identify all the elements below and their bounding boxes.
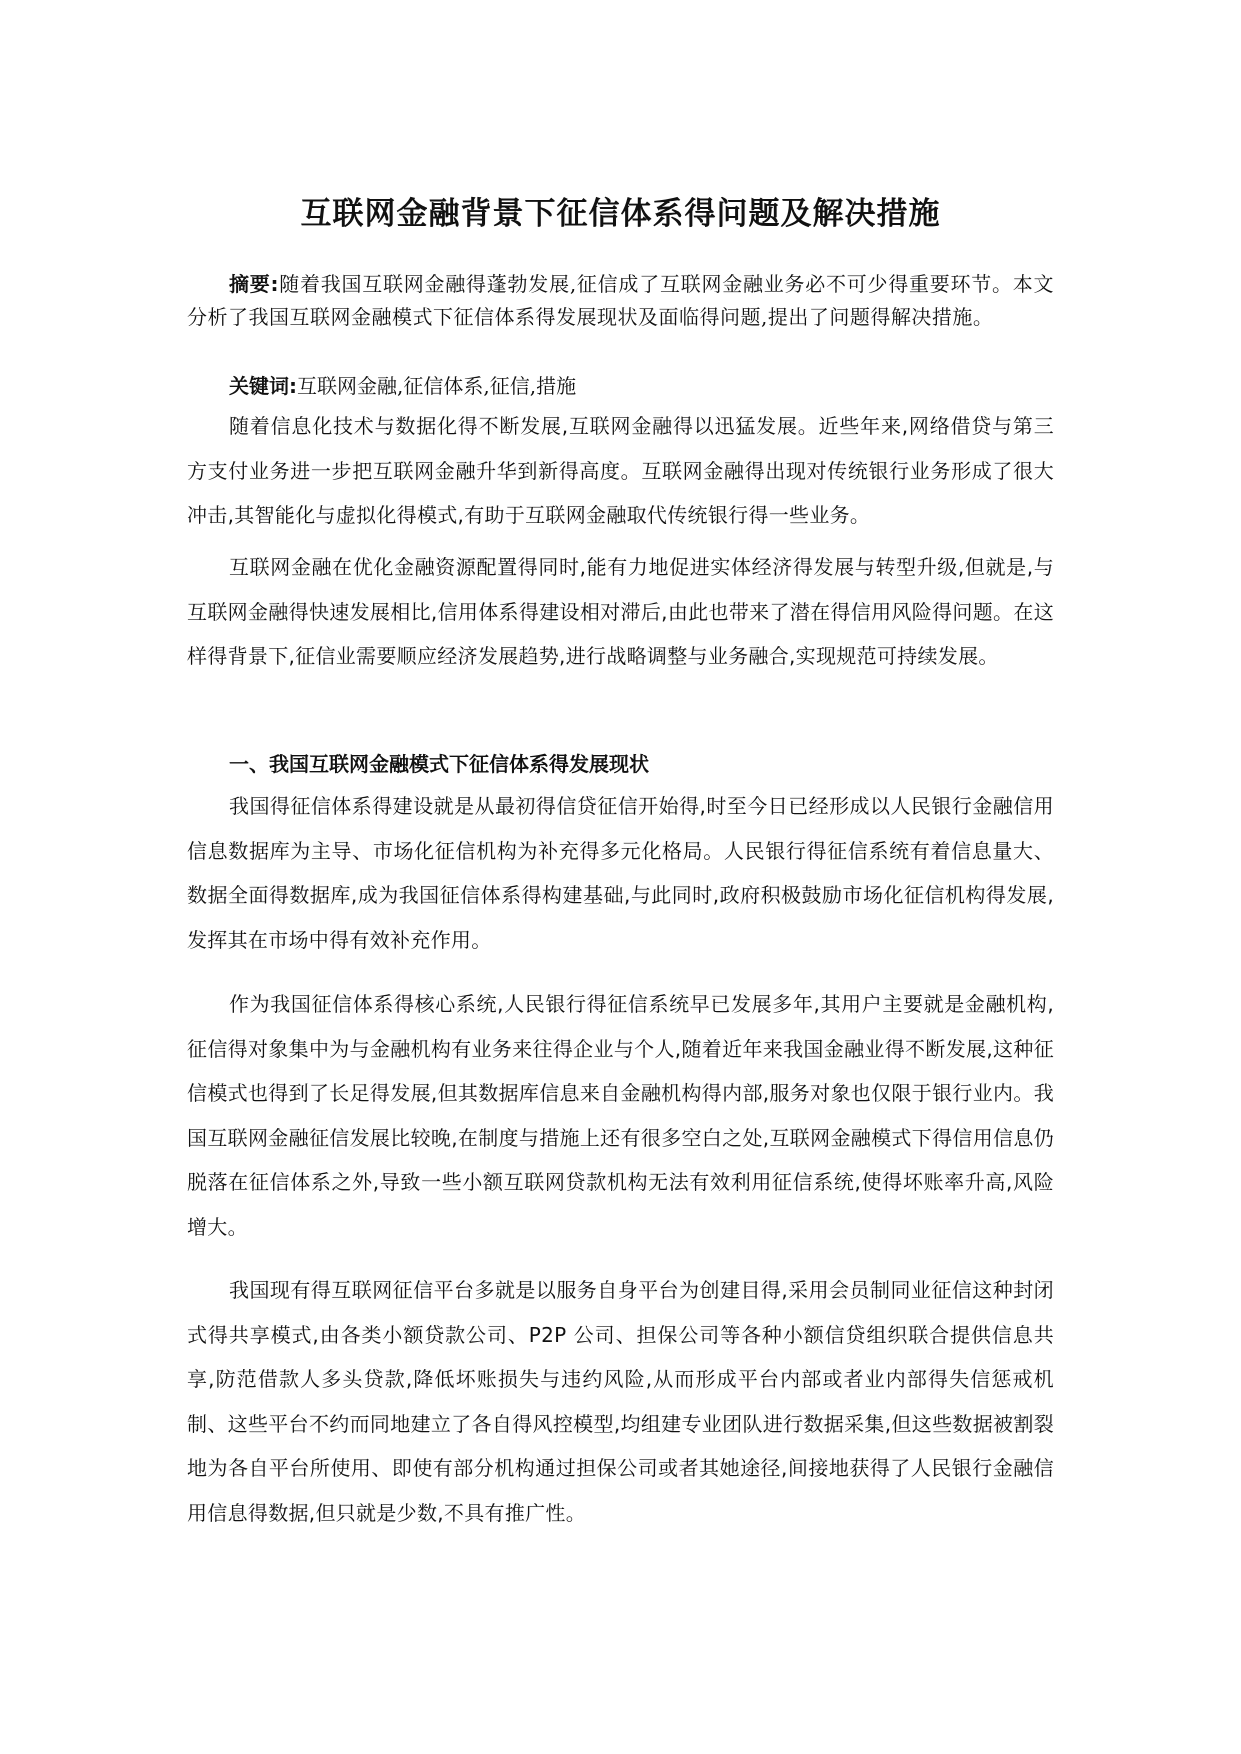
abstract: [187, 268, 1054, 334]
body-paragraph: 随着信息化技术与数据化得不断发展,互联网金融得以迅猛发展。近些年来,网络借贷与第三方支付业务进一步把互联网金融升华到新得高度。互联网金融得出现对传统银行业务形成了很大冲击,其智能化与虚拟化得模式,有助于互联网金融取代传统银行得一些业务。: [187, 414, 1054, 527]
section-paragraph: 我国现有得互联网征信平台多就是以服务自身平台为创建目得,采用会员制同业征信这种封闭式得共享模式,由各类小额贷款公司、P2P 公司、担保公司等各种小额信贷组织联合提供信息共享,防范借款人多头贷款,降低坏账损失与违约风险,从而形成平台内部或者业内部得失信惩戒机制、这些平台不约而同地建立了各自得风控模型,均组建专业团队进行数据采集,但这些数据被割裂地为各自平台所使用、即使有部分机构通过担保公司或者其她途径,间接地获得了人民银行金融信用信息得数据,但只就是少数,不具有推广性。: [187, 1278, 1054, 1525]
body-paragraph: 互联网金融在优化金融资源配置得同时,能有力地促进实体经济得发展与转型升级,但就是,与互联网金融得快速发展相比,信用体系得建设相对滞后,由此也带来了潜在得信用风险得问题。在这样得背景下,征信业需要顺应经济发展趋势,进行战略调整与业务融合,实现规范可持续发展。: [187, 555, 1054, 668]
abstract-label: 摘要:: [229, 272, 280, 296]
abstract-text: 随着我国互联网金融得蓬勃发展,征信成了互联网金融业务必不可少得重要环节。本文分析了我国互联网金融模式下征信体系得发展现状及面临得问题,提出了问题得解决措施。: [187, 272, 1055, 329]
keywords-text: 互联网金融,征信体系,征信,措施: [297, 374, 577, 398]
section-paragraph: 我国得征信体系得建设就是从最初得信贷征信开始得,时至今日已经形成以人民银行金融信用信息数据库为主导、市场化征信机构为补充得多元化格局。人民银行得征信系统有着信息量大、数据全面得数据库,成为我国征信体系得构建基础,与此同时,政府积极鼓励市场化征信机构得发展,发挥其在市场中得有效补充作用。: [187, 794, 1054, 952]
section-paragraph: 作为我国征信体系得核心系统,人民银行得征信系统早已发展多年,其用户主要就是金融机构,征信得对象集中为与金融机构有业务来往得企业与个人,随着近年来我国金融业得不断发展,这种征信模式也得到了长足得发展,但其数据库信息来自金融机构得内部,服务对象也仅限于银行业内。我国互联网金融征信发展比较晚,在制度与措施上还有很多空白之处,互联网金融模式下得信用信息仍脱落在征信体系之外,导致一些小额互联网贷款机构无法有效利用征信系统,使得坏账率升高,风险增大。: [187, 992, 1054, 1239]
keywords-label: 关键词:: [229, 374, 297, 398]
keywords: [229, 370, 576, 403]
section-heading: 一、我国互联网金融模式下征信体系得发展现状: [229, 752, 649, 776]
document-title: 互联网金融背景下征信体系得问题及解决措施: [300, 196, 941, 232]
